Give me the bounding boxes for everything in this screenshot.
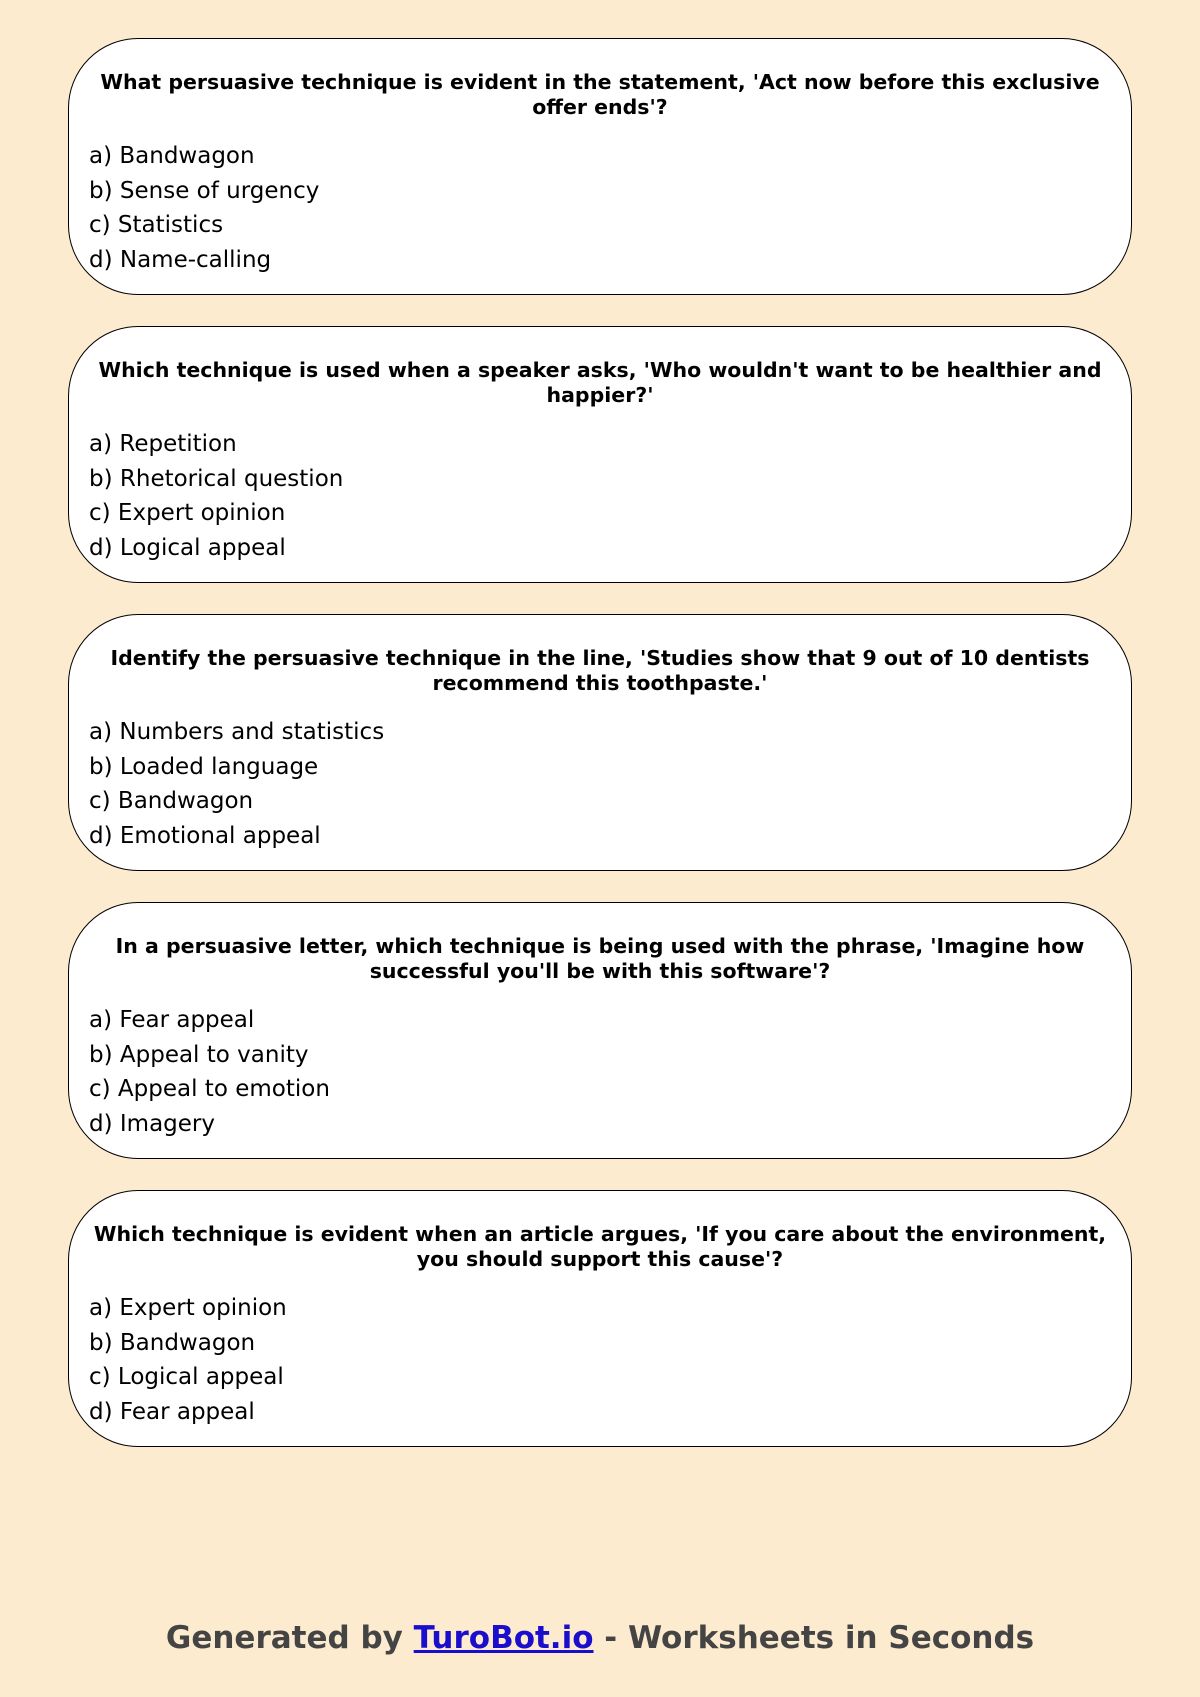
option-b: b) Loaded language: [89, 753, 319, 780]
option-a: a) Fear appeal: [89, 1007, 255, 1033]
question-text: Which technique is evident when an article argues, 'If you care about the environment, you should support this cause'?: [93, 1222, 1107, 1271]
question-card: [68, 902, 1132, 1159]
question-text: What persuasive technique is evident in the statement, 'Act now before this exclusive offer ends'?: [100, 70, 1100, 119]
question-list: [68, 38, 1132, 1478]
footer: [0, 1618, 1200, 1658]
footer-suffix: - Worksheets in Seconds: [593, 1620, 1035, 1656]
option-a: a) Numbers and statistics: [89, 719, 385, 745]
question-text: In a persuasive letter, which technique is being used with the phrase, 'Imagine how successful you'll be with this software'?: [115, 934, 1085, 983]
option-c: c) Bandwagon: [89, 788, 254, 814]
option-c: c) Statistics: [89, 212, 224, 238]
option-d: d) Emotional appeal: [89, 822, 321, 849]
option-a: a) Repetition: [89, 431, 237, 457]
option-list: [89, 1291, 1111, 1429]
question-card: [68, 38, 1132, 295]
option-list: [89, 1003, 1111, 1141]
footer-prefix: Generated by: [165, 1620, 414, 1656]
option-d: d) Logical appeal: [89, 534, 286, 561]
option-d: d) Name-calling: [89, 246, 272, 273]
question-card: [68, 326, 1132, 583]
option-a: a) Bandwagon: [89, 143, 255, 169]
question-text: Identify the persuasive technique in the line, 'Studies show that 9 out of 10 dentists recommend this toothpaste.': [110, 646, 1090, 695]
option-list: [89, 427, 1111, 565]
option-a: a) Expert opinion: [89, 1295, 287, 1321]
turobot-link[interactable]: TuroBot.io: [413, 1620, 594, 1656]
option-list: [89, 715, 1111, 853]
option-list: [89, 139, 1111, 277]
question-card: [68, 614, 1132, 871]
option-b: b) Bandwagon: [89, 1329, 256, 1356]
question-card: [68, 1190, 1132, 1447]
option-b: b) Sense of urgency: [89, 177, 320, 204]
option-b: b) Appeal to vanity: [89, 1041, 309, 1068]
option-c: c) Logical appeal: [89, 1364, 284, 1390]
option-d: d) Fear appeal: [89, 1398, 255, 1425]
option-b: b) Rhetorical question: [89, 465, 344, 492]
option-c: c) Appeal to emotion: [89, 1076, 330, 1102]
option-d: d) Imagery: [89, 1110, 215, 1137]
option-c: c) Expert opinion: [89, 500, 286, 526]
question-text: Which technique is used when a speaker asks, 'Who wouldn't want to be healthier and happier?': [98, 358, 1102, 407]
